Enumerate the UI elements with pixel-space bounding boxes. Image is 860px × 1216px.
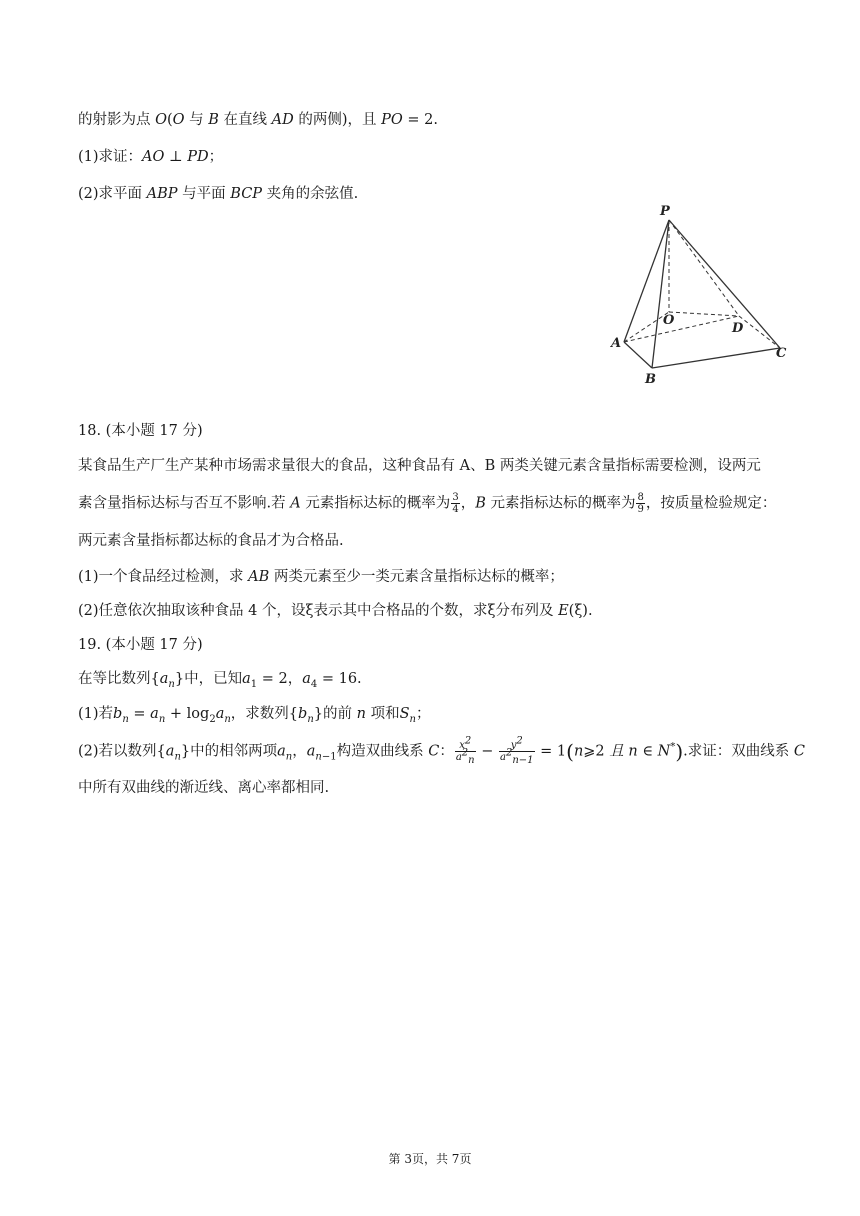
p17-question-2: (2)求平面 ABP 与平面 BCP 夹角的余弦值. bbox=[78, 186, 359, 202]
p18-heading: 18. (本小题 17 分) bbox=[78, 423, 203, 439]
fraction-a: $\frac{3}{4}$ bbox=[452, 492, 459, 515]
p18-question-1: (1)一个食品经过检测，求 AB 两类元素至少一类元素含量指标达标的概率； bbox=[78, 569, 564, 585]
p19-line-1: 在等比数列$\{a_n\}$中，已知$a_1 = 2$，$a_4 = 16$. bbox=[78, 671, 362, 690]
p19-question-2: (2)若以数列$\{a_n\}$中的相邻两项$a_n$，$a_{n-1}$构造双曲线系 C： $\frac{x^2}{a^2_n}$ − $\frac{y^2}{a^2_{n-1}}$ = 1(n⩾2 且 n ∈ N*).求证：双曲线系 C bbox=[78, 735, 805, 766]
label-a: A bbox=[611, 336, 622, 351]
p19-question-1: (1)若$b_n = a_n + \log_2a_n$，求数列$\{b_n\}$的前 n 项和$S_n$； bbox=[78, 706, 431, 725]
p19-heading: 19. (本小题 17 分) bbox=[78, 637, 203, 653]
p17-question-1: (1)求证：AO ⊥ PD； bbox=[78, 149, 224, 165]
page-footer: 第 3页，共 7页 bbox=[388, 1152, 472, 1166]
label-o: O bbox=[663, 313, 675, 328]
label-c: C bbox=[776, 346, 787, 361]
hyperbola-term-x: $\frac{x^2}{a^2_n}$ bbox=[455, 735, 475, 766]
fraction-b: $\frac{8}{9}$ bbox=[637, 492, 644, 515]
label-b: B bbox=[645, 372, 656, 387]
hyperbola-term-y: $\frac{y^2}{a^2_{n-1}}$ bbox=[499, 735, 534, 766]
p18-line-3: 两元素含量指标都达标的食品才为合格品. bbox=[78, 533, 344, 549]
p18-line-2: 素含量指标达标与否互不影响.若 A 元素指标达标的概率为 $\frac{3}{4}$ ，B 元素指标达标的概率为 $\frac{8}{9}$ ，按质量检验规定： bbox=[78, 492, 777, 515]
p17-intro-line: 的射影为点 O(O 与 B 在直线 AD 的两侧)，且 PO = 2. bbox=[78, 112, 439, 128]
pyramid-figure bbox=[600, 200, 800, 390]
label-d: D bbox=[732, 321, 744, 336]
p19-line-last: 中所有双曲线的渐近线、离心率都相同. bbox=[78, 780, 330, 796]
label-p: P bbox=[660, 204, 670, 219]
p18-question-2: (2)任意依次抽取该种食品 4 个，设ξ表示其中合格品的个数，求ξ分布列及 E(ξ). bbox=[78, 603, 593, 619]
p18-line-1: 某食品生产厂生产某种市场需求量很大的食品，这种食品有 A、B 两类关键元素含量指标需要检测，设两元 bbox=[78, 458, 761, 474]
